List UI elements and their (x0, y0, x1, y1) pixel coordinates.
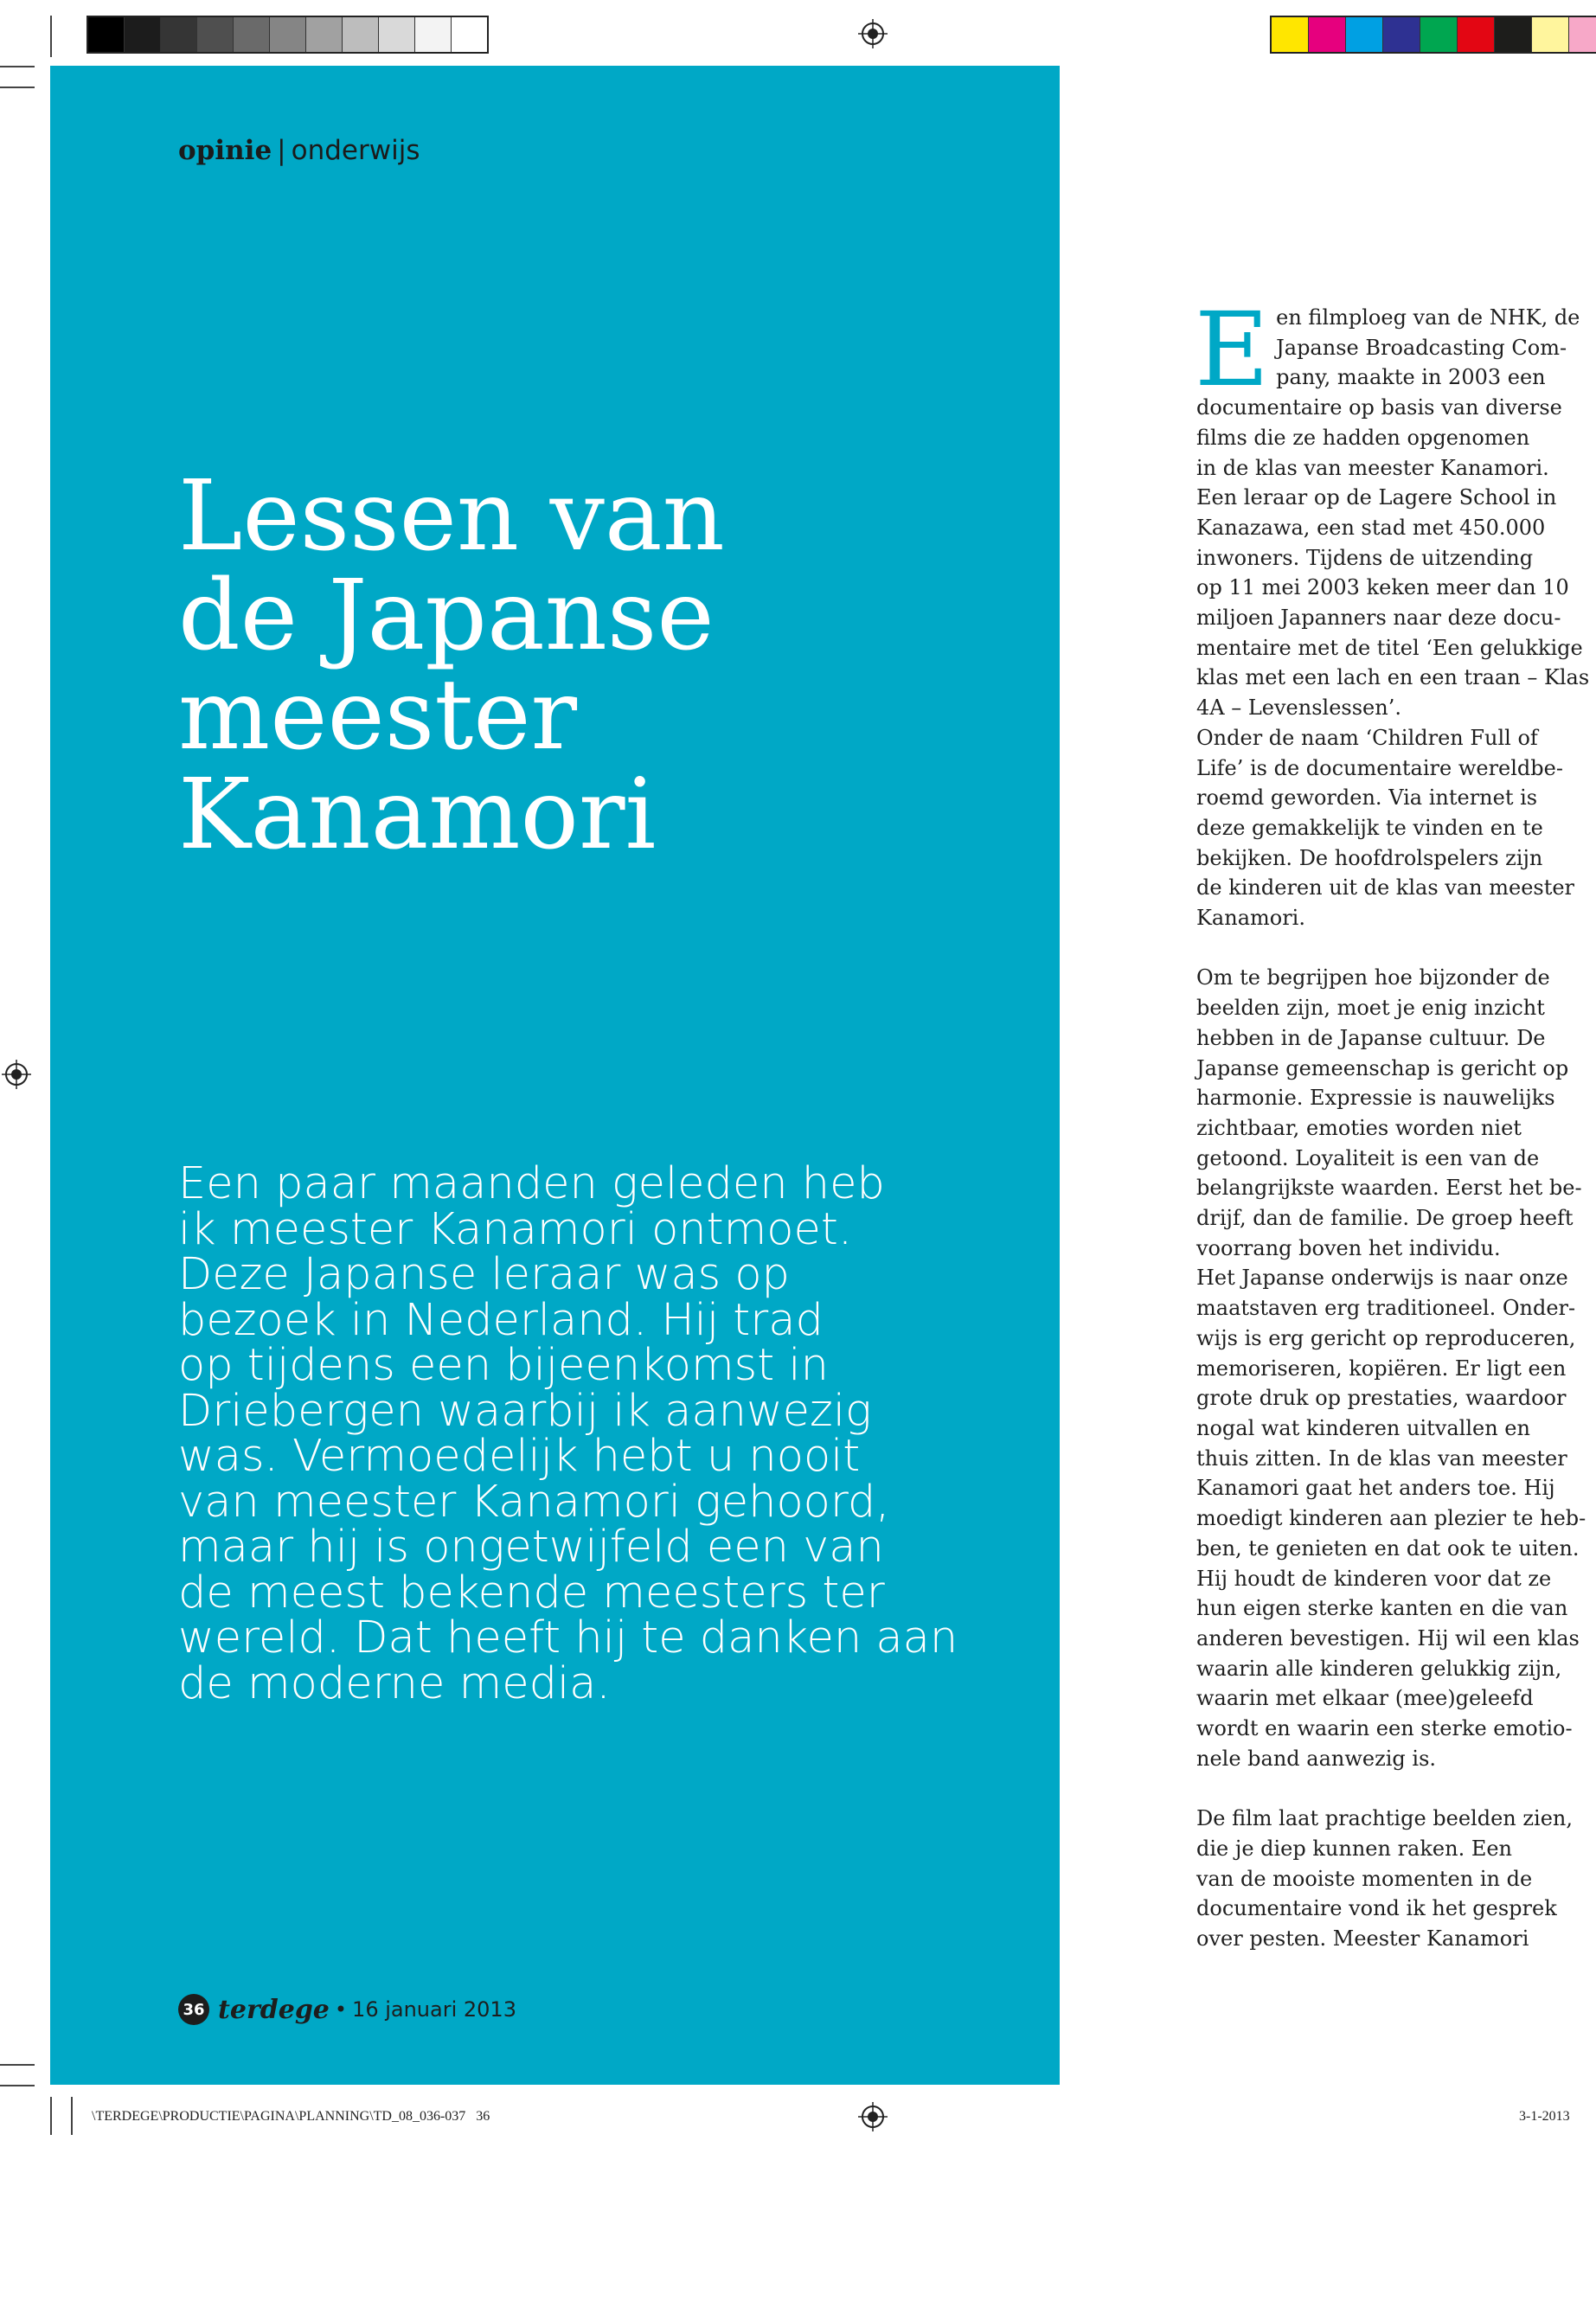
slug-date: 3-1-2013 (1519, 2109, 1570, 2124)
color-swatch (1309, 17, 1346, 52)
intro-line: ik meester Kanamori ontmoet. (178, 1203, 853, 1255)
article-line: voorrang boven het individu. (1196, 1235, 1501, 1260)
article-line: wordt en waarin een sterke emotio- (1196, 1716, 1573, 1741)
article-line: Onder de naam ‘Children Full of (1196, 725, 1538, 750)
color-swatch (1383, 17, 1420, 52)
article-line: moedigt kinderen aan plezier te heb- (1196, 1506, 1586, 1531)
production-slug (92, 2109, 490, 2125)
article-column (1195, 290, 1590, 1954)
paragraph-gap (1196, 1773, 1568, 1804)
color-swatch (1569, 17, 1596, 52)
page-footer (178, 1994, 516, 2025)
intro-line: Een paar maanden geleden heb (178, 1158, 885, 1209)
article-line: grote druk op prestaties, waardoor (1196, 1386, 1567, 1411)
article-line: Japanse gemeenschap is gericht op (1196, 1055, 1569, 1080)
article-line: documentaire vond ik het gesprek (1196, 1896, 1557, 1921)
color-swatch (1420, 17, 1458, 52)
article-line: roemd geworden. Via internet is (1196, 785, 1538, 811)
issue-date: 16 januari 2013 (352, 1997, 516, 2022)
slug-page: 36 (476, 2109, 490, 2124)
intro-line: Deze Japanse leraar was op (178, 1249, 790, 1300)
gray-swatch (306, 17, 343, 52)
article-line: memoriseren, kopiëren. Er ligt een (1196, 1356, 1567, 1381)
article-line: Het Japanse onderwijs is naar onze (1196, 1266, 1568, 1291)
section-subcategory: onderwijs (291, 135, 420, 166)
intro-line: was. Vermoedelijk hebt u nooit (178, 1431, 861, 1482)
registration-mark-icon (858, 19, 888, 48)
article-line: documentaire op basis van diverse (1196, 395, 1562, 420)
intro-line: maar hij is ongetwijfeld een van (178, 1522, 884, 1573)
article-line: miljoen Japanners naar deze docu- (1196, 606, 1561, 631)
article-line: thuis zitten. In de klas van meester (1196, 1445, 1567, 1471)
article-line: Kanamori. (1196, 906, 1305, 931)
headline-line: Kanamori (178, 759, 657, 871)
article-paragraph-2 (1196, 963, 1586, 1773)
article-line: Kanazawa, een stad met 450.000 (1196, 515, 1546, 540)
registration-mark-icon (2, 1060, 31, 1089)
gray-swatch (161, 17, 197, 52)
article-line: nogal wat kinderen uitvallen en (1196, 1416, 1530, 1440)
article-line: De film laat prachtige beelden zien, (1196, 1806, 1573, 1831)
article-line: pany, maakte in 2003 een (1276, 365, 1546, 390)
article-line: belangrijkste waarden. Eerst het be- (1196, 1176, 1582, 1201)
page-number-badge: 36 (178, 1994, 209, 2025)
gray-swatch (415, 17, 452, 52)
registration-mark-icon (858, 2102, 888, 2131)
crop-mark (50, 16, 52, 57)
article-line: beelden zijn, moet je enig inzicht (1196, 996, 1545, 1021)
color-swatch (1532, 17, 1569, 52)
headline-line: de Japanse (178, 560, 715, 672)
drop-cap: E (1195, 290, 1270, 409)
article-line: Hij houdt de kinderen voor dat ze (1196, 1566, 1552, 1591)
gray-swatch (197, 17, 234, 52)
article-paragraph-3 (1196, 1804, 1573, 1954)
paragraph-gap (1196, 933, 1568, 964)
intro-line: Driebergen waarbij ik aanwezig (178, 1385, 872, 1437)
article-line: Japanse Broadcasting Com- (1276, 335, 1567, 360)
gray-swatch (379, 17, 415, 52)
section-category: opinie (178, 135, 272, 166)
gray-swatch (125, 17, 161, 52)
article-line: in de klas van meester Kanamori. (1196, 455, 1549, 480)
article-line: Kanamori gaat het anders toe. Hij (1196, 1476, 1555, 1501)
headline-line: Lessen van (178, 460, 725, 573)
crop-mark (0, 87, 35, 88)
intro-line: wereld. Dat heeft hij te danken aan (178, 1612, 958, 1663)
article-line: anderen bevestigen. Hij wil een klas (1196, 1625, 1580, 1650)
article-line: en filmploeg van de NHK, de (1276, 305, 1580, 330)
article-line: mentaire met de titel ‘Een gelukkige (1196, 635, 1583, 660)
article-line: nele band aanwezig is. (1196, 1746, 1437, 1771)
article-line: hun eigen sterke kanten en die van (1196, 1596, 1568, 1621)
slug-path: \TERDEGE\PRODUCTIE\PAGINA\PLANNING\TD_08_036-037 (92, 2109, 466, 2124)
headline-line: meester (178, 659, 578, 772)
headline (178, 460, 957, 871)
section-separator: | (277, 135, 286, 166)
article-line: van de mooiste momenten in de (1196, 1866, 1533, 1891)
article-line: maatstaven erg traditioneel. Onder- (1196, 1296, 1576, 1321)
gray-swatch (88, 17, 125, 52)
article-line: Life’ is de documentaire wereldbe- (1196, 755, 1563, 780)
article-line: klas met een lach en een traan – Klas (1196, 665, 1590, 690)
article-line: Om te begrijpen hoe bijzonder de (1196, 965, 1550, 990)
article-line: hebben in de Japanse cultuur. De (1196, 1025, 1546, 1050)
gray-swatch (452, 17, 487, 52)
article-line: bekijken. De hoofdrolspelers zijn (1196, 845, 1543, 870)
intro-line: van meester Kanamori gehoord, (178, 1476, 890, 1528)
article-line: films die ze hadden opgenomen (1196, 425, 1530, 450)
color-swatch (1346, 17, 1383, 52)
article-line: die je diep kunnen raken. Een (1196, 1836, 1513, 1861)
article-line: ben, te genieten en dat ook te uiten. (1196, 1535, 1580, 1561)
article-line: over pesten. Meester Kanamori (1196, 1926, 1529, 1951)
article-line: inwoners. Tijdens de uitzending (1196, 545, 1534, 570)
article-line: drijf, dan de familie. De groep heeft (1196, 1206, 1574, 1231)
article-line: de kinderen uit de klas van meester (1196, 875, 1575, 901)
section-label (178, 135, 420, 166)
crop-mark (0, 66, 35, 67)
intro-line: bezoek in Nederland. Hij trad (178, 1294, 824, 1346)
intro-line: de moderne media. (178, 1657, 611, 1709)
magazine-logo: terdege (218, 1994, 330, 2025)
article-line: deze gemakkelijk te vinden en te (1196, 815, 1543, 840)
article-line: waarin met elkaar (mee)geleefd (1196, 1686, 1534, 1711)
teal-panel (50, 66, 1060, 2085)
gray-swatch (343, 17, 379, 52)
article-line: waarin alle kinderen gelukkig zijn, (1196, 1656, 1562, 1681)
crop-mark (71, 2097, 73, 2135)
color-swatch (1495, 17, 1532, 52)
intro-line: de meest bekende meesters ter (178, 1567, 885, 1618)
article-line: wijs is erg gericht op reproduceren, (1196, 1325, 1576, 1350)
gray-swatch (270, 17, 306, 52)
crop-mark (0, 2064, 35, 2066)
cmyk-color-bar (1270, 16, 1596, 54)
crop-mark (50, 2097, 52, 2135)
intro-line: op tijdens een bijeenkomst in (178, 1340, 829, 1391)
crop-mark (0, 2085, 35, 2086)
article-line: op 11 mei 2003 keken meer dan 10 (1196, 575, 1569, 600)
article-line: 4A – Levenslessen’. (1196, 695, 1401, 721)
color-swatch (1458, 17, 1495, 52)
gray-swatch (234, 17, 270, 52)
grayscale-color-bar (87, 16, 489, 54)
article-line: Een leraar op de Lagere School in (1196, 485, 1557, 510)
intro-paragraph (178, 1158, 983, 1709)
article-line: getoond. Loyaliteit is een van de (1196, 1145, 1540, 1170)
article-line: zichtbaar, emoties worden niet (1196, 1115, 1522, 1140)
article-paragraph-1 (1195, 290, 1590, 933)
footer-bullet: • (334, 1997, 348, 2022)
color-swatch (1272, 17, 1309, 52)
article-line: harmonie. Expressie is nauwelijks (1196, 1086, 1555, 1111)
